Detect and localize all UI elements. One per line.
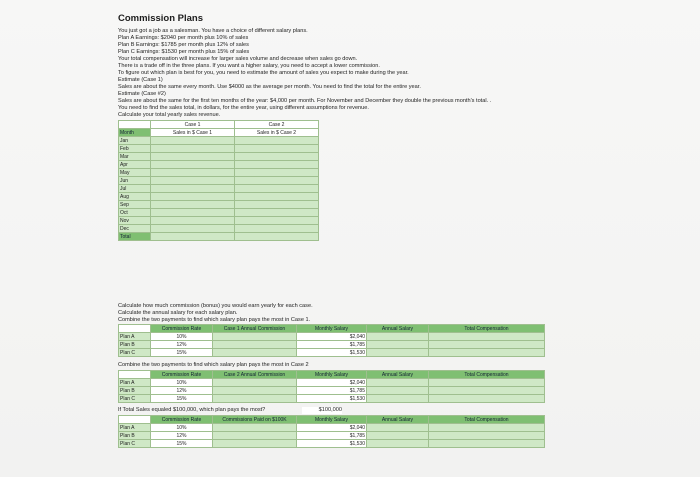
- instruction-line: Calculate how much commission (bonus) you would earn yearly for each case.: [118, 303, 313, 309]
- sales-cell[interactable]: [235, 169, 319, 177]
- sales-cell[interactable]: [235, 193, 319, 201]
- month-header: Month: [119, 129, 151, 137]
- intro-line: Your total compensation will increase for larger sales volume and decrease when sales go down.: [118, 56, 358, 62]
- sales-cell[interactable]: [235, 185, 319, 193]
- sales-cell[interactable]: [151, 137, 235, 145]
- table-row: Jul: [119, 185, 319, 193]
- instruction-line: Combine the two payments to find which salary plan pays the most in Case 1.: [118, 317, 311, 323]
- 100k-compensation-table: Commission Rate Commissions Paid on $100K Monthly Salary Annual Salary Total Compensation Plan A 10% $2,040 Plan B 12% $1,785 Plan C 15% $1,530: [118, 415, 545, 448]
- table-row: Plan A 10% $2,040: [119, 379, 545, 387]
- sales-cell[interactable]: [151, 217, 235, 225]
- table-row: Plan A 10% $2,040: [119, 333, 545, 341]
- sales-cell[interactable]: [235, 137, 319, 145]
- case1-header: Case 1: [151, 121, 235, 129]
- sales-cell[interactable]: [151, 209, 235, 217]
- table-row: Plan A 10% $2,040: [119, 424, 545, 432]
- table-row: Aug: [119, 193, 319, 201]
- table-row: Apr: [119, 161, 319, 169]
- total-sales-value: $100,000: [302, 407, 342, 414]
- table-row: Jan: [119, 137, 319, 145]
- table-row: Plan C 15% $1,530: [119, 440, 545, 448]
- case2-header: Case 2: [235, 121, 319, 129]
- table-row: Oct: [119, 209, 319, 217]
- case2-compensation-table: Commission Rate Case 2 Annual Commission Monthly Salary Annual Salary Total Compensation Plan A 10% $2,040 Plan B 12% $1,785 Plan C 15% $1,530: [118, 370, 545, 403]
- table-row: Nov: [119, 217, 319, 225]
- sales-cell[interactable]: [151, 185, 235, 193]
- table-row: Plan B 12% $1,785: [119, 432, 545, 440]
- table-row: Mar: [119, 153, 319, 161]
- sales-cell[interactable]: [235, 225, 319, 233]
- intro-line: There is a trade off in the three plans. If you want a higher salary, you need to accept a lower commission.: [118, 63, 380, 69]
- table-row: Plan B 12% $1,785: [119, 341, 545, 349]
- intro-line: You need to find the sales total, in dollars, for the entire year, using different assumptions for revenue.: [118, 105, 369, 111]
- instruction-line: If Total Sales equaled $100,000, which plan pays the most?: [118, 407, 266, 413]
- total-cell[interactable]: [151, 233, 235, 241]
- table-row: Plan C 15% $1,530: [119, 395, 545, 403]
- sales-cell[interactable]: [151, 153, 235, 161]
- sales-cell[interactable]: [151, 193, 235, 201]
- sales-cell[interactable]: [235, 177, 319, 185]
- table-row: Plan B 12% $1,785: [119, 387, 545, 395]
- intro-line: Calculate your total yearly sales revenue.: [118, 112, 221, 118]
- sales-cell[interactable]: [151, 161, 235, 169]
- page-title: Commission Plans: [118, 13, 203, 24]
- intro-line: Sales are about the same for the first ten months of the year: $4,000 per month. For November and December they double the previous month's total. .: [118, 98, 492, 104]
- sales-cell[interactable]: [235, 153, 319, 161]
- intro-line: Plan A Earnings: $2040 per month plus 10% of sales: [118, 35, 249, 41]
- sales-cell[interactable]: [235, 201, 319, 209]
- intro-line: Plan C Earnings: $1530 per month plus 15% of sales: [118, 49, 250, 55]
- sales-cell[interactable]: [151, 145, 235, 153]
- intro-line: Plan B Earnings: $1785 per month plus 12% of sales: [118, 42, 249, 48]
- sales-table: [118, 120, 319, 241]
- sales-cell[interactable]: [151, 177, 235, 185]
- sales-case2-header: Sales in $ Case 2: [235, 129, 319, 137]
- table-row: Dec: [119, 225, 319, 233]
- table-row: Feb: [119, 145, 319, 153]
- sales-cell[interactable]: [151, 169, 235, 177]
- intro-line: You just got a job as a salesman. You have a choice of different salary plans.: [118, 28, 308, 34]
- sales-cell[interactable]: [235, 209, 319, 217]
- case1-compensation-table: Commission Rate Case 1 Annual Commission Monthly Salary Annual Salary Total Compensation Plan A 10% $2,040 Plan B 12% $1,785 Plan C 15% $1,530: [118, 324, 545, 357]
- intro-line: Estimate (Case #2): [118, 91, 166, 97]
- intro-line: Sales are about the same every month. Use $4000 as the average per month. You need to find the total for the entire year.: [118, 84, 421, 90]
- sales-cell[interactable]: [235, 217, 319, 225]
- intro-line: To figure out which plan is best for you, you need to estimate the amount of sales you expect to make during the year.: [118, 70, 409, 76]
- sales-cell[interactable]: [235, 145, 319, 153]
- instruction-line: Combine the two payments to find which salary plan pays the most in Case 2: [118, 362, 309, 368]
- table-row: Plan C 15% $1,530: [119, 349, 545, 357]
- intro-line: Estimate (Case 1): [118, 77, 163, 83]
- sales-cell[interactable]: [151, 201, 235, 209]
- total-cell[interactable]: [235, 233, 319, 241]
- table-row: Jun: [119, 177, 319, 185]
- sales-cell[interactable]: [235, 161, 319, 169]
- sales-cell[interactable]: [151, 225, 235, 233]
- instruction-line: Calculate the annual salary for each salary plan.: [118, 310, 238, 316]
- total-row: Total: [119, 233, 319, 241]
- table-row: Sep: [119, 201, 319, 209]
- sales-case1-header: Sales in $ Case 1: [151, 129, 235, 137]
- table-row: May: [119, 169, 319, 177]
